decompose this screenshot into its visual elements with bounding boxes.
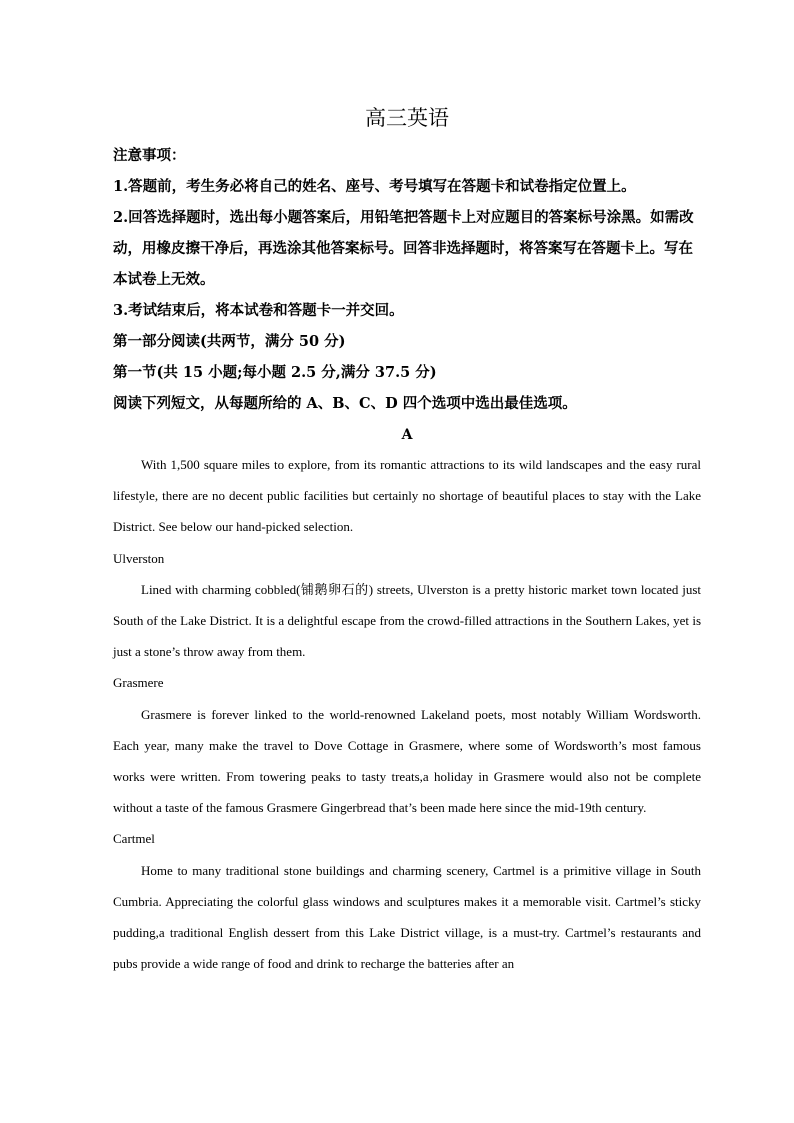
place-heading-ulverston: Ulverston <box>113 550 165 566</box>
place-heading-grasmere: Grasmere <box>113 675 164 691</box>
exam-page <box>113 100 701 979</box>
place-text-cartmel: Home to many traditional stone buildings and charming scenery, Cartmel is a primitive village in South Cumbria. Appreciating the colorful glass windows and sculptures makes it a memorable visit. Cartmel’s sticky pudding,a traditional English dessert from this Lake District village, is a must-try. Cartmel’s restaurants and pubs provide a wide range of food and drink to recharge the batteries after an <box>113 862 701 972</box>
page-title: 高三英语 <box>365 106 449 130</box>
section-one-title: 第一节(共 15 小题;每小题 2.5 分,满分 37.5 分) <box>113 364 437 381</box>
reading-instruction: 阅读下列短文，从每题所给的 A、B、C、D 四个选项中选出最佳选项。 <box>113 395 577 412</box>
place-text-ulverston: Lined with charming cobbled(铺鹅卵石的) streets, Ulverston is a pretty historic market town located just South of the Lake District. It is a delightful escape from the crowd-filled attractions in the Southern Lakes, yet is just a stone’s throw away from them. <box>113 581 701 660</box>
place-heading-cartmel: Cartmel <box>113 831 155 847</box>
passage-intro: With 1,500 square miles to explore, from its romantic attractions to its wild landscapes and the easy rural lifestyle, there are no decent public facilities but certainly no shortage of beautiful places to stay with the Lake District. See below our hand-picked selection. <box>113 457 701 535</box>
notice-item-1: 1.答题前，考生务必将自己的姓名、座号、考号填写在答题卡和试卷指定位置上。 <box>113 178 636 195</box>
passage-letter: A <box>401 427 413 443</box>
place-text-grasmere: Grasmere is forever linked to the world-renowned Lakeland poets, most notably William Wordsworth. Each year, many make the travel to Dove Cottage in Grasmere, where some of Wordsworth’s most famous works were written. From towering peaks to tasty treats,a holiday in Grasmere would also not be complete without a taste of the famous Grasmere Gingerbread that’s been made here since the mid-19th century. <box>113 706 701 816</box>
notice-item-2: 2.回答选择题时，选出每小题答案后，用铅笔把答题卡上对应题目的答案标号涂黑。如需改动，用橡皮擦干净后，再选涂其他答案标号。回答非选择题时，将答案写在答题卡上。写在本试卷上无效。 <box>113 209 694 288</box>
notice-heading: 注意事项： <box>113 147 186 164</box>
notice-item-3: 3.考试结束后，将本试卷和答题卡一并交回。 <box>113 302 404 319</box>
part-one-title: 第一部分阅读(共两节，满分 50 分) <box>113 333 346 350</box>
